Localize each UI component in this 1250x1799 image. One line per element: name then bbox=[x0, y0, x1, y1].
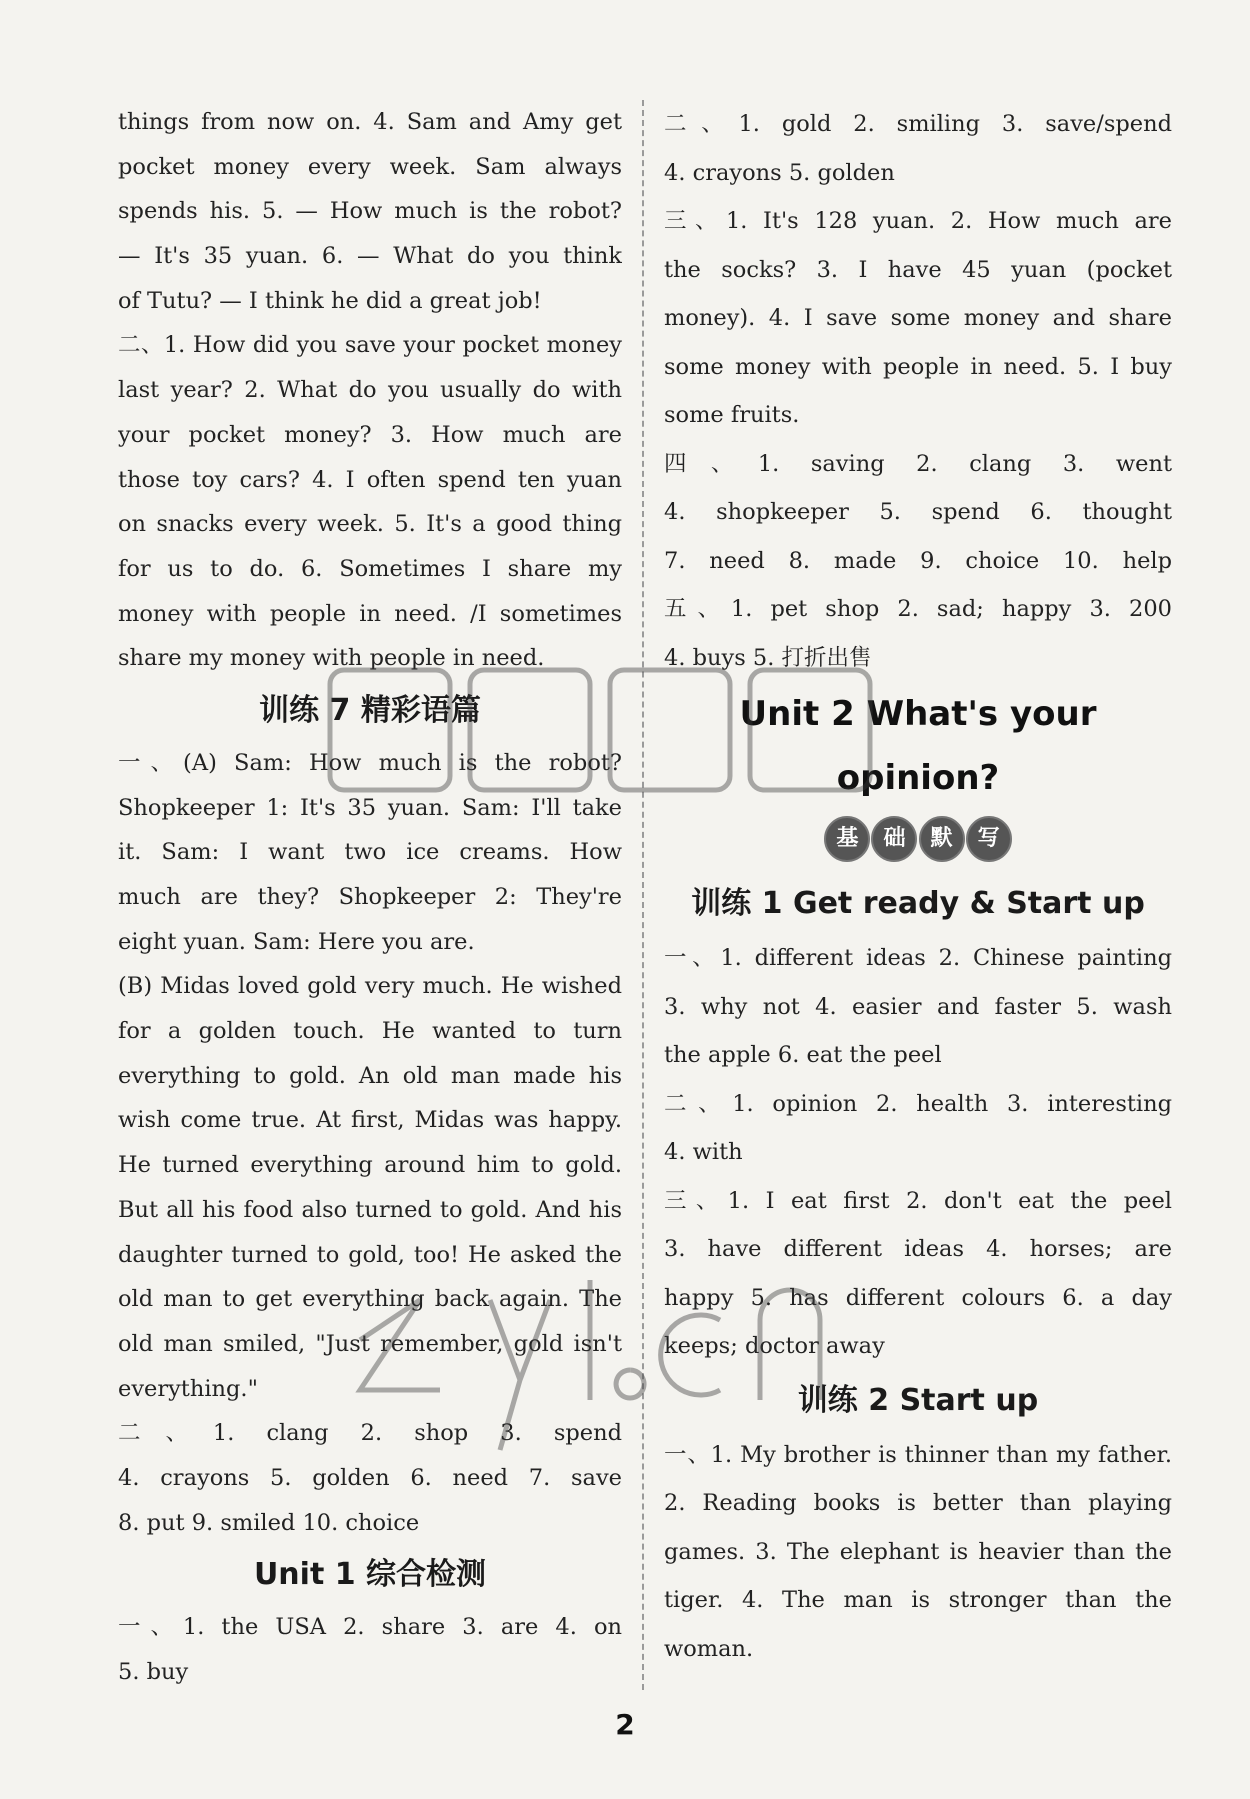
text-line: 二、1. opinion 2. health 3. interesting bbox=[664, 1090, 1172, 1117]
text-line: of Tutu? — I think he did a great job! bbox=[118, 287, 542, 314]
text-line: He turned everything around him to gold. bbox=[118, 1152, 622, 1179]
text-line: eight yuan. Sam: Here you are. bbox=[118, 928, 475, 955]
text-line: But all his food also turned to gold. And his bbox=[118, 1196, 622, 1223]
text-line: happy 5. has different colours 6. a day bbox=[664, 1284, 1172, 1311]
section-heading-training-2: 训练 2 Start up bbox=[797, 1382, 1039, 1418]
text-line: wish come true. At first, Midas was happy. bbox=[118, 1107, 622, 1134]
text-line: — It's 35 yuan. 6. — What do you think bbox=[118, 243, 622, 270]
text-line: 4. crayons 5. golden 6. need 7. save bbox=[118, 1464, 622, 1491]
text-line: woman. bbox=[664, 1635, 754, 1662]
text-line: pocket money every week. Sam always bbox=[118, 153, 622, 180]
text-line: 五、1. pet shop 2. sad; happy 3. 200 bbox=[664, 596, 1172, 622]
text-line: 4. crayons 5. golden bbox=[664, 159, 895, 186]
text-line: much are they? Shopkeeper 2: They're bbox=[118, 884, 622, 910]
text-line: 二、1. How did you save your pocket money bbox=[118, 332, 622, 359]
left-para-3 bbox=[118, 741, 622, 1411]
text-line: (B) Midas loved gold very much. He wished bbox=[118, 973, 622, 1000]
section-heading-training-1: 训练 1 Get ready & Start up bbox=[691, 886, 1145, 921]
text-line: money). 4. I save some money and share bbox=[664, 305, 1172, 331]
text-line: things from now on. 4. Sam and Amy get bbox=[118, 109, 622, 135]
text-line: 四、1. saving 2. clang 3. went bbox=[664, 450, 1172, 477]
text-line: some money with people in need. 5. I buy bbox=[664, 353, 1172, 380]
text-line: some fruits. bbox=[664, 402, 800, 428]
text-line: 一、(A) Sam: How much is the robot? bbox=[118, 749, 622, 776]
text-line: on snacks every week. 5. It's a good thing bbox=[118, 511, 622, 538]
right-column bbox=[664, 100, 1172, 1673]
text-line: 三、1. It's 128 yuan. 2. How much are bbox=[664, 208, 1172, 234]
badge-char: 默 bbox=[919, 816, 965, 862]
text-line: old man to get everything back again. The bbox=[118, 1286, 622, 1313]
text-line: for a golden touch. He wanted to turn bbox=[118, 1018, 622, 1045]
text-line: those toy cars? 4. I often spend ten yuan bbox=[118, 466, 622, 493]
unit-2-title-line-2: opinion? bbox=[836, 758, 1000, 798]
section-heading-unit1-test: Unit 1 综合检测 bbox=[253, 1557, 487, 1593]
text-line: 7. need 8. made 9. choice 10. help bbox=[664, 547, 1172, 574]
text-line: Shopkeeper 1: It's 35 yuan. Sam: I'll take bbox=[118, 794, 622, 821]
text-line: 二、1. clang 2. shop 3. spend bbox=[118, 1420, 622, 1447]
text-line: your pocket money? 3. How much are bbox=[118, 421, 622, 448]
text-line: 3. why not 4. easier and faster 5. wash bbox=[664, 993, 1172, 1020]
column-divider bbox=[642, 100, 644, 1690]
text-line: 5. buy bbox=[118, 1659, 189, 1685]
page-number: 2 bbox=[615, 1708, 635, 1741]
text-line: 2. Reading books is better than playing bbox=[664, 1490, 1172, 1516]
text-line: the apple 6. eat the peel bbox=[664, 1042, 942, 1068]
text-line: money with people in need. /I sometimes bbox=[118, 600, 622, 627]
text-line: daughter turned to gold, too! He asked the bbox=[118, 1241, 622, 1268]
text-line: tiger. 4. The man is stronger than the bbox=[664, 1587, 1172, 1613]
text-line: it. Sam: I want two ice creams. How bbox=[118, 839, 622, 866]
text-line: 一、1. different ideas 2. Chinese painting bbox=[664, 945, 1172, 971]
text-line: everything to gold. An old man made his bbox=[118, 1062, 622, 1089]
right-para-3 bbox=[664, 1431, 1172, 1674]
section-badge bbox=[664, 810, 1172, 874]
left-para-4 bbox=[118, 1411, 622, 1545]
right-para-2 bbox=[664, 934, 1172, 1371]
text-line: 4. buys 5. 打折出售 bbox=[664, 644, 872, 671]
text-line: 二、1. gold 2. smiling 3. save/spend bbox=[664, 111, 1172, 137]
badge-char: 基 bbox=[824, 816, 870, 862]
text-line: 4. shopkeeper 5. spend 6. thought bbox=[664, 499, 1172, 525]
right-para-1 bbox=[664, 100, 1172, 682]
left-para-1 bbox=[118, 100, 622, 323]
text-line: 4. with bbox=[664, 1139, 743, 1165]
badge-char: 写 bbox=[966, 816, 1012, 862]
text-line: 三、1. I eat first 2. don't eat the peel bbox=[664, 1187, 1172, 1214]
text-line: keeps; doctor away bbox=[664, 1333, 885, 1359]
text-line: last year? 2. What do you usually do with bbox=[118, 377, 622, 404]
text-line: 一、1. the USA 2. share 3. are 4. on bbox=[118, 1614, 622, 1641]
text-line: share my money with people in need. bbox=[118, 645, 545, 672]
left-para-5 bbox=[118, 1605, 622, 1694]
text-line: everything." bbox=[118, 1375, 258, 1402]
unit-2-title-line-1: Unit 2 What's your bbox=[739, 694, 1097, 734]
text-line: for us to do. 6. Sometimes I share my bbox=[118, 555, 622, 582]
badge-char: 础 bbox=[871, 816, 917, 862]
text-line: old man smiled, "Just remember, gold isn't bbox=[118, 1330, 622, 1357]
text-line: games. 3. The elephant is heavier than the bbox=[664, 1538, 1172, 1565]
left-column bbox=[118, 100, 622, 1695]
text-line: 一、1. My brother is thinner than my father. bbox=[664, 1441, 1172, 1468]
text-line: 3. have different ideas 4. horses; are bbox=[664, 1236, 1172, 1262]
left-para-2 bbox=[118, 323, 622, 681]
text-line: 8. put 9. smiled 10. choice bbox=[118, 1509, 420, 1536]
text-line: the socks? 3. I have 45 yuan (pocket bbox=[664, 256, 1172, 283]
text-line: spends his. 5. — How much is the robot? bbox=[118, 198, 622, 225]
section-heading-training-7: 训练 7 精彩语篇 bbox=[259, 692, 481, 728]
